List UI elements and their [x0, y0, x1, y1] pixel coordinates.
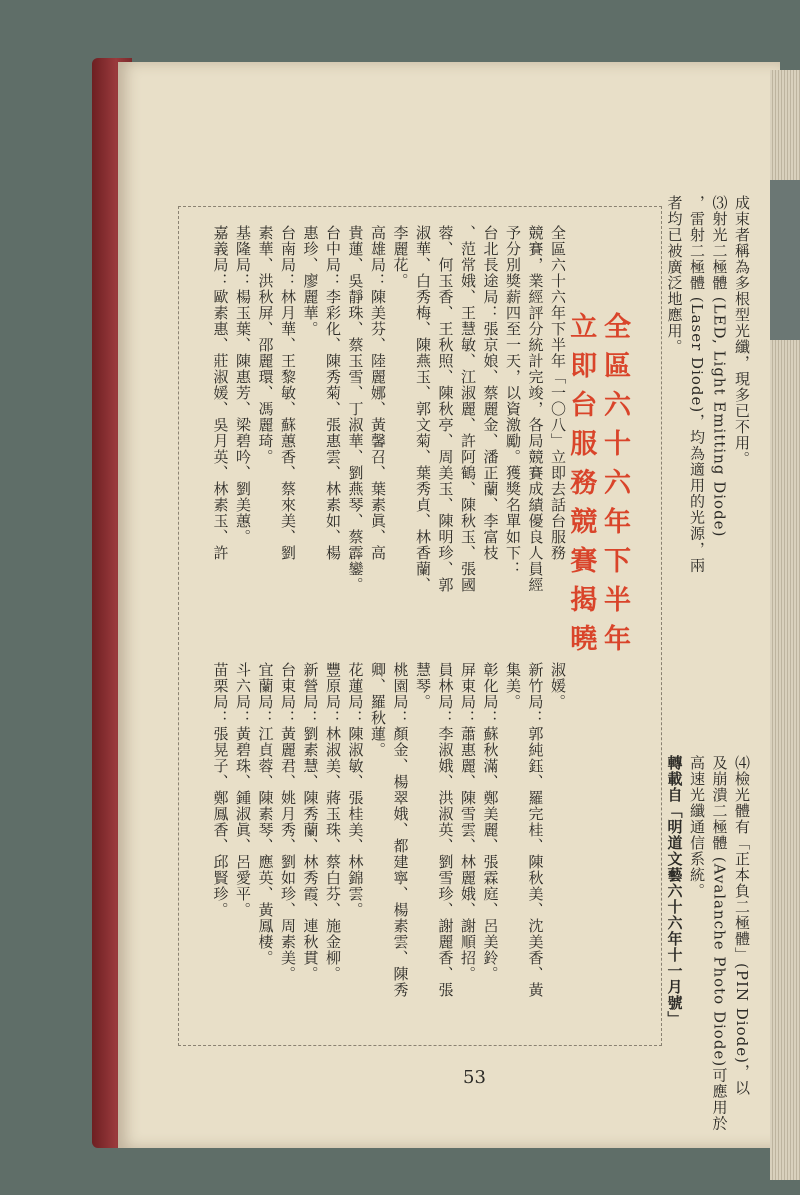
- title-line: 立即台服務競賽揭曉: [565, 312, 597, 663]
- paragraph-3-line: 高速光纖通信系統。: [688, 755, 706, 899]
- winner-line: 台中局：李彩化、陳秀菊、張惠雲、林素如、楊: [324, 225, 342, 561]
- winner-line: 桃園局：顏金、楊翠娥、都建寧、楊素雲、陳秀: [391, 662, 410, 998]
- winner-line: 苗栗局：張晃子、鄭鳳香、邱賢珍。: [211, 662, 230, 918]
- winner-line: 屏東局：蕭惠麗、陳雪雲、林麗娥、謝順招。: [459, 662, 477, 982]
- winner-line: 嘉義局：歐素惠、莊淑媛、吳月英、林素玉、許: [211, 225, 230, 561]
- paragraph-1-line: 成束者稱為多根型光纖，現多已不用。: [733, 195, 751, 467]
- winner-line: 宜蘭局：江貞蓉、陳素琴、應英、黃鳳棲。: [256, 662, 275, 966]
- winner-line: 高雄局：陳美芬、陸麗娜、黃馨召、葉素眞、高: [369, 225, 387, 561]
- winner-line: 淑華、白秀梅、陳燕玉、郭文菊、葉秀貞、林香蘭、: [414, 225, 432, 593]
- winner-line: 蓉、何玉香、王秋照、陳秋亭、周美玉、陳明珍、郭: [436, 225, 455, 593]
- winner-line: 新竹局：郭純鈺、羅完桂、陳秋美、沈美香、黃: [526, 662, 545, 998]
- winner-line: 基隆局：楊玉葉、陳惠芳、梁碧吟、劉美蕙。: [234, 225, 252, 545]
- intro-line: 全區六十六年下半年「一〇八」立即去話台服務: [549, 225, 567, 561]
- winner-line: 台北長途局：張京娘、蔡麗金、潘正蘭、李富枝: [481, 225, 500, 561]
- announcement-body-upper: [209, 225, 569, 625]
- adjacent-page-strip: [770, 180, 800, 340]
- winner-line: 彰化局：蘇秋滿、鄭美麗、張霖庭、呂美鈴。: [481, 662, 500, 982]
- winner-line: 李麗花。: [391, 225, 410, 289]
- winner-line: 惠珍、廖麗華。: [301, 225, 320, 337]
- paragraph-2-line: ，雷射二極體 (Laser Diode)，均為適用的光源，兩: [688, 195, 706, 574]
- winner-line: 豐原局：林淑美、蔣玉珠、蔡白芬、施金柳。: [324, 662, 342, 982]
- announcement-title: [564, 312, 632, 663]
- winner-line: 員林局：李淑娥、洪淑英、劉雪珍、謝麗香、張: [436, 662, 455, 998]
- winner-line: 貴蓮、吳靜珠、蔡玉雪、丁淑華、劉燕琴、蔡霹鑾。: [346, 225, 365, 593]
- winner-line: 斗六局：黃碧珠、鍾淑眞、呂愛平。: [234, 662, 252, 918]
- intro-line: 予分別獎薪四至一天，以資激勵。獲獎名單如下：: [504, 225, 522, 577]
- winner-line: 集美。: [504, 662, 522, 710]
- winner-line: 台東局：黃麗君、姚月秀、劉如珍、周素美。: [279, 662, 297, 982]
- winner-line: 卿、羅秋蓮。: [369, 662, 387, 758]
- paragraph-3-line: ⑷檢光體有「正本負二極體」(PIN Diode)，以: [733, 755, 751, 1096]
- winner-line: 慧琴。: [414, 662, 432, 710]
- intro-line: 競賽，業經評分統計完竣，各局競賽成績優良人員經: [526, 225, 545, 593]
- winner-line: 素華、洪秋屏、邵麗環、馮麗琦。: [256, 225, 275, 465]
- book-page: [118, 62, 780, 1148]
- announcement-body-lower: [209, 662, 569, 1032]
- winner-line: 淑媛。: [549, 662, 567, 710]
- announcement-box: [178, 206, 662, 1046]
- winner-line: 、范常娥、王慧敏、江淑麗、許阿鶴、陳秋玉、張國: [459, 225, 477, 593]
- paragraph-3-line: 及崩潰二極體 (Avalanche Photo Diode)可應用於: [710, 755, 729, 1132]
- title-line: 全區六十六年下半年: [599, 312, 630, 663]
- winner-line: 新營局：劉素慧、陳秀蘭、林秀霞、連秋貫。: [301, 662, 320, 982]
- source-citation: 轉載自「明道文藝六十六年十一月號」: [665, 755, 684, 1027]
- page-number: 53: [463, 1067, 486, 1088]
- winner-line: 花蓮局：陳淑敏、張桂美、林錦雲。: [346, 662, 365, 918]
- article-paragraphs: [663, 195, 753, 715]
- paragraph-2-line: ⑶射光二極體 (LED, Light Emitting Diode): [710, 195, 729, 538]
- article-continuation: [658, 195, 753, 1132]
- paragraph-2-line: 者均已被廣泛地應用。: [665, 195, 684, 355]
- winner-line: 台南局：林月華、王黎敏、蘇蕙香、蔡來美、劉: [279, 225, 297, 561]
- article-paragraphs-lower: [663, 755, 753, 1195]
